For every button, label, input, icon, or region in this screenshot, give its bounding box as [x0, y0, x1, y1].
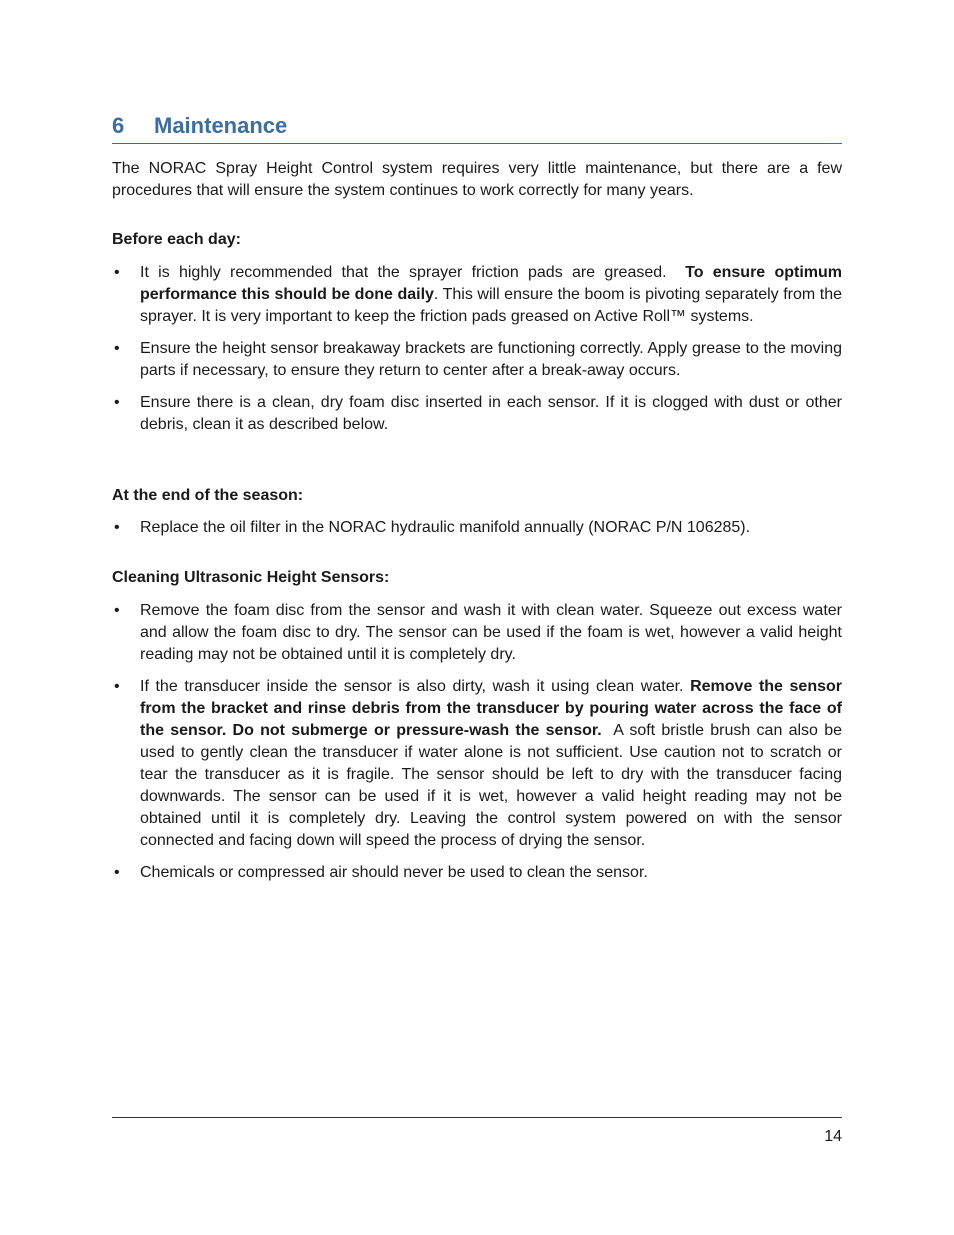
- list-item-text: Ensure the height sensor breakaway brackets are functioning correctly. Apply grease to the moving parts if necessary, to ensure they return to center after a break-away occurs.: [140, 340, 842, 379]
- cleaning-list: [112, 600, 842, 894]
- bullet-icon: •: [114, 519, 120, 536]
- list-item: [112, 862, 842, 884]
- document-page: [112, 0, 842, 1235]
- before-each-day-heading: Before each day:: [112, 231, 241, 248]
- cleaning-heading: Cleaning Ultrasonic Height Sensors:: [112, 569, 390, 586]
- list-item: [112, 392, 842, 436]
- section-heading: [112, 112, 842, 144]
- bullet-icon: •: [114, 394, 120, 411]
- list-item-text: If the transducer inside the sensor is also dirty, wash it using clean water. Remove the sensor from the bracket and rinse debris from the transducer by pouring water across the face of the sensor. Do not submerge or pressure-wash the sensor. A soft bristle brush can also be used to gently clean the transducer if water alone is not sufficient. Use caution not to scratch or tear the transducer as it is fragile. The sensor should be left to dry with the transducer facing downwards. The sensor can be used if it is wet, however a valid height reading may not be obtained until it is completely dry. Leaving the control system powered on with the sensor connected and facing down will speed the process of drying the sensor.: [140, 678, 843, 849]
- list-item: [112, 600, 842, 666]
- section-title: Maintenance: [154, 113, 288, 138]
- emphasis-text: To ensure optimum performance this should be done daily: [140, 264, 842, 303]
- footer-divider: [112, 1117, 842, 1118]
- bullet-icon: •: [114, 678, 120, 695]
- end-of-season-list: [112, 517, 842, 549]
- page-number: 14: [824, 1128, 842, 1145]
- list-item: [112, 676, 842, 852]
- list-item-text: Chemicals or compressed air should never be used to clean the sensor.: [140, 864, 648, 881]
- intro-paragraph: The NORAC Spray Height Control system requires very little maintenance, but there are a few procedures that will ensure the system continues to work correctly for many years.: [112, 160, 842, 199]
- bullet-icon: •: [114, 864, 120, 881]
- bullet-icon: •: [114, 602, 120, 619]
- list-item-text: Remove the foam disc from the sensor and wash it with clean water. Squeeze out excess water and allow the foam disc to dry. The sensor can be used if the foam is wet, however a valid height reading may not be obtained until it is completely dry.: [140, 602, 842, 663]
- list-item: [112, 517, 842, 539]
- end-of-season-heading: At the end of the season:: [112, 487, 304, 504]
- list-item-text: Ensure there is a clean, dry foam disc inserted in each sensor. If it is clogged with dust or other debris, clean it as described below.: [140, 394, 842, 433]
- list-item-text: Replace the oil filter in the NORAC hydraulic manifold annually (NORAC P/N 106285).: [140, 519, 751, 536]
- emphasis-text: Remove the sensor from the bracket and rinse debris from the transducer by pouring water across the face of the sensor. Do not submerge or pressure-wash the sensor.: [140, 678, 843, 739]
- section-number: 6: [112, 113, 125, 138]
- list-item-text: It is highly recommended that the sprayer friction pads are greased. To ensure optimum performance this should be done daily. This will ensure the boom is pivoting separately from the sprayer. It is very important to keep the friction pads greased on Active Roll™ systems.: [140, 264, 842, 325]
- bullet-icon: •: [114, 264, 120, 281]
- list-item: [112, 262, 842, 328]
- before-each-day-list: [112, 262, 842, 446]
- bullet-icon: •: [114, 340, 120, 357]
- list-item: [112, 338, 842, 382]
